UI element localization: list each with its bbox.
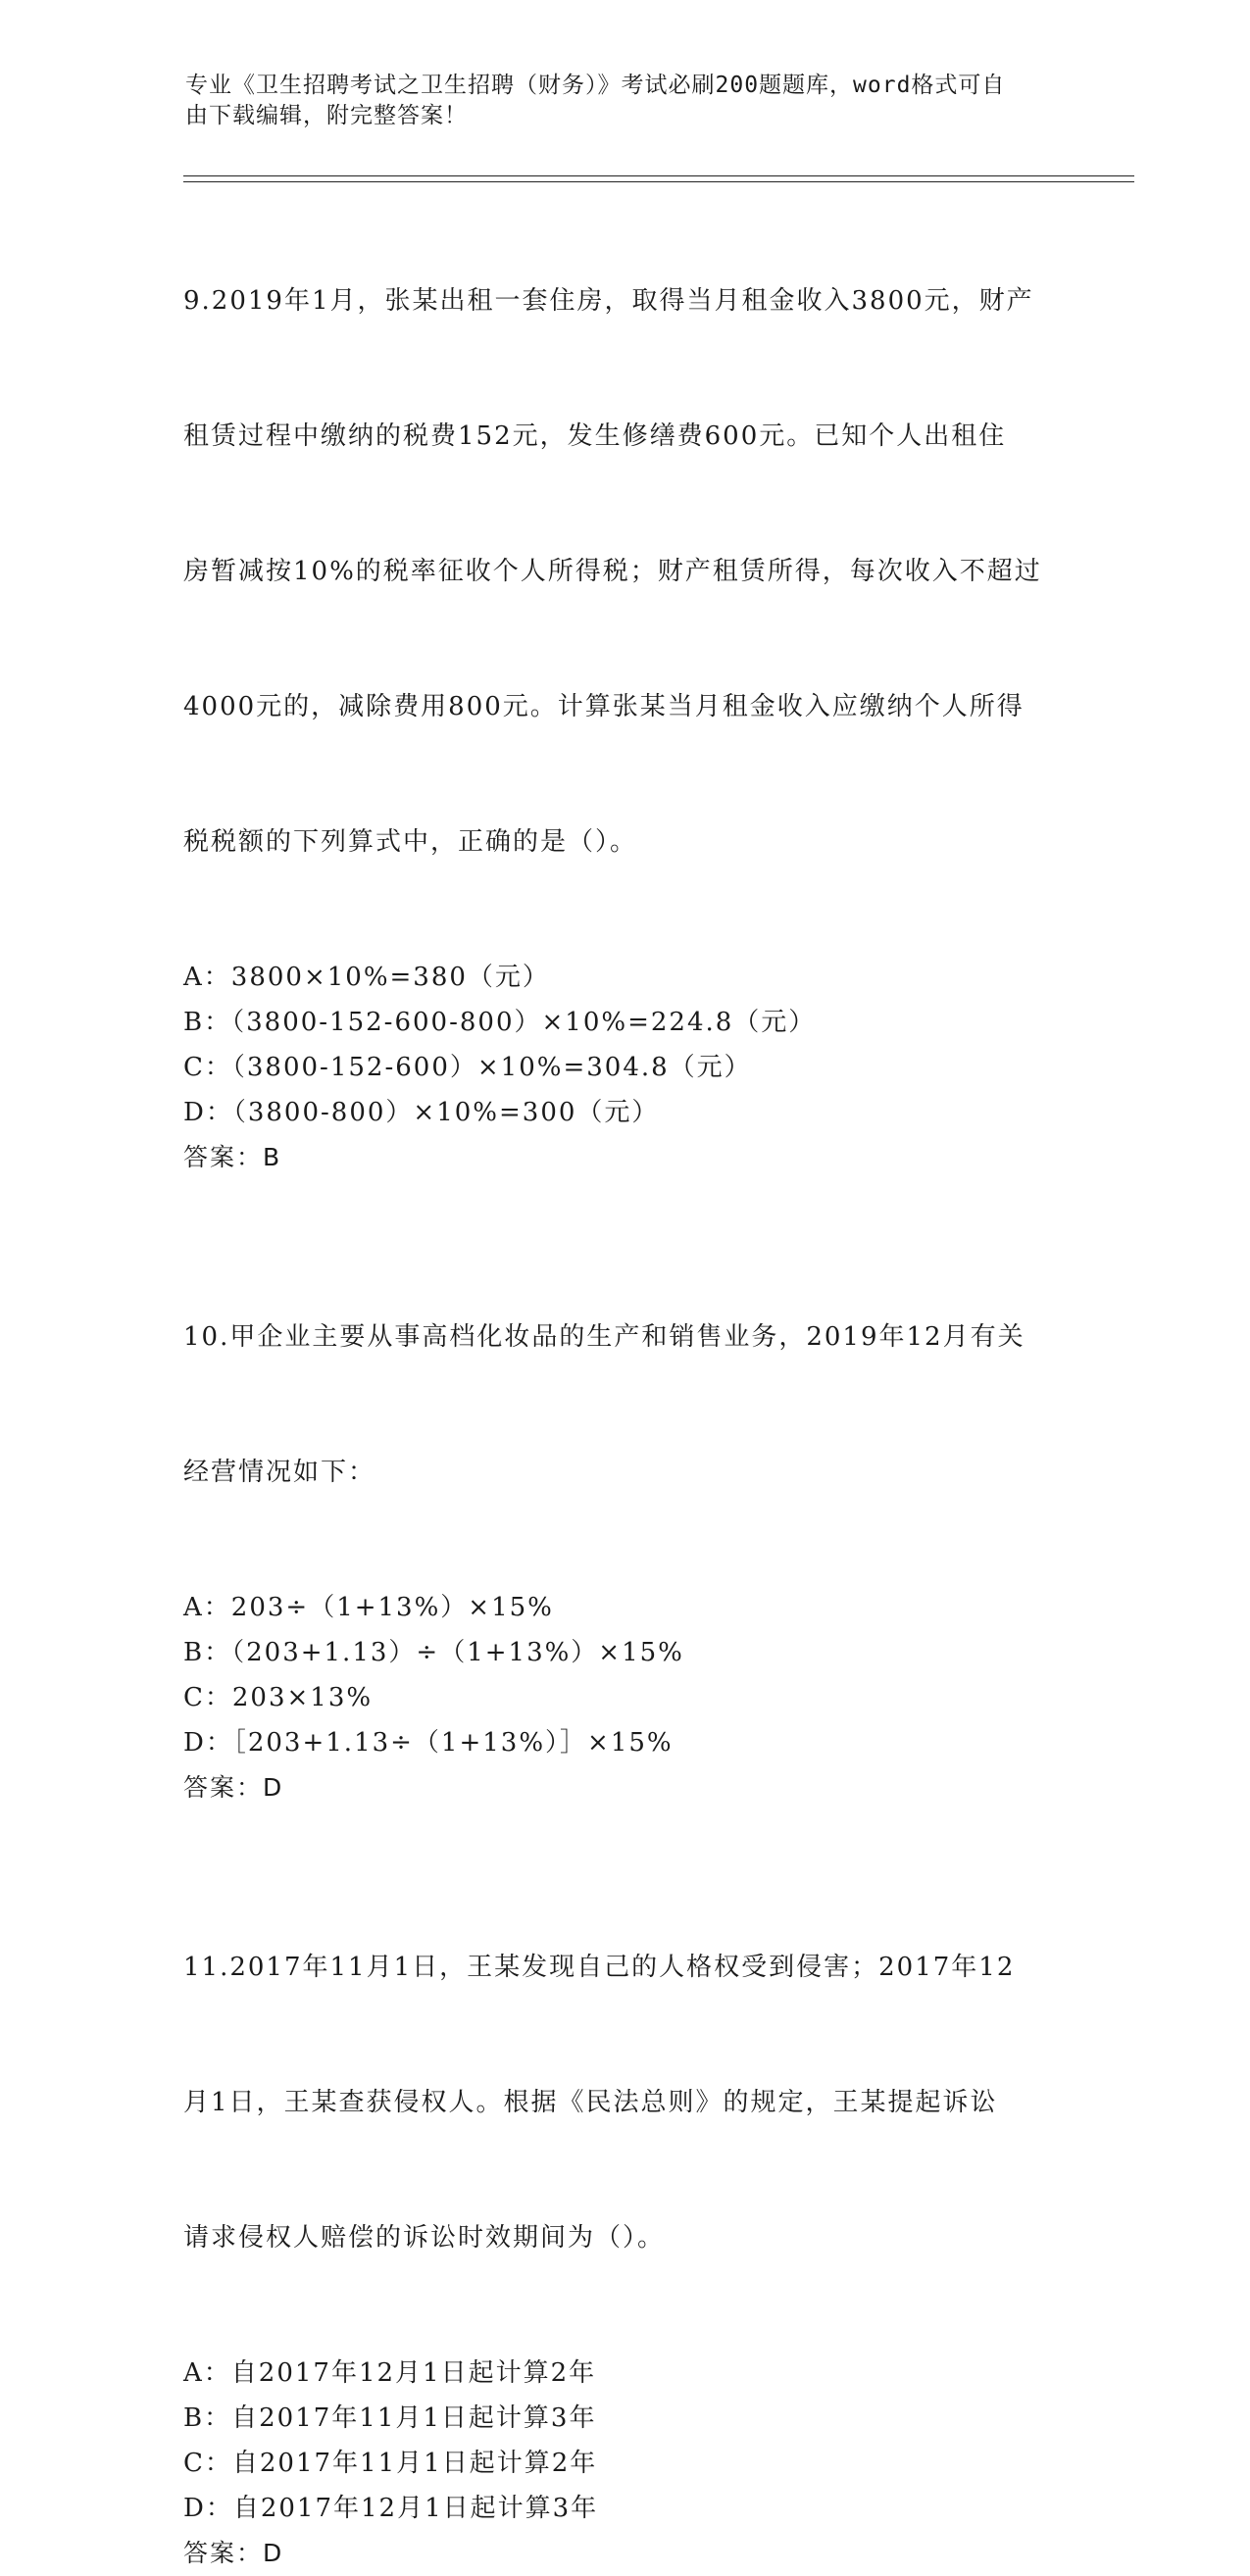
header-divider-bottom xyxy=(183,181,1134,182)
header-divider-top xyxy=(183,175,1134,176)
question-9 xyxy=(183,188,1066,1180)
question-line: 租赁过程中缴纳的税费152元，发生修缮费600元。已知个人出租住 xyxy=(183,421,1007,451)
document-header xyxy=(185,71,1048,131)
question-list xyxy=(183,188,1066,2576)
question-line: 请求侵权人赔偿的诉讼时效期间为（）。 xyxy=(183,2223,666,2253)
answer-label: 答案：D xyxy=(183,2539,284,2567)
option-c: C：自2017年11月1日起计算2年 xyxy=(183,2449,598,2478)
question-line: 房暂减按10%的税率征收个人所得税；财产租赁所得，每次收入不超过 xyxy=(183,557,1042,586)
question-text xyxy=(183,1855,1066,2351)
option-c: C：203×13% xyxy=(183,1683,374,1712)
option-b: B：自2017年11月1日起计算3年 xyxy=(183,2403,597,2433)
question-10 xyxy=(183,1224,1066,1810)
option-c: C：（3800-152-600）×10%=304.8（元） xyxy=(183,1053,752,1082)
question-11 xyxy=(183,1855,1066,2576)
option-d: D：自2017年12月1日起计算3年 xyxy=(183,2494,599,2523)
question-line: 10.甲企业主要从事高档化妆品的生产和销售业务，2019年12月有关 xyxy=(183,1322,1025,1352)
question-line: 4000元的，减除费用800元。计算张某当月租金收入应缴纳个人所得 xyxy=(183,692,1025,721)
answer-label: 答案：B xyxy=(183,1143,282,1171)
question-line: 11.2017年11月1日，王某发现自己的人格权受到侵害；2017年12 xyxy=(183,1953,1016,1982)
spacer xyxy=(183,1180,1066,1224)
question-line: 月1日，王某查获侵权人。根据《民法总则》的规定，王某提起诉讼 xyxy=(183,2088,998,2117)
question-line: 经营情况如下： xyxy=(183,1458,376,1487)
option-a: A：203÷（1+13%）×15% xyxy=(183,1593,554,1622)
option-d: D：［203+1.13÷（1+13%）］×15% xyxy=(183,1728,674,1758)
option-a: A：3800×10%=380（元） xyxy=(183,963,550,992)
answer-label: 答案：D xyxy=(183,1773,284,1802)
option-a: A：自2017年12月1日起计算2年 xyxy=(183,2358,597,2388)
header-line-2: 由下载编辑，附完整答案！ xyxy=(185,103,468,128)
option-d: D：（3800-800）×10%=300（元） xyxy=(183,1098,660,1127)
question-line: 9.2019年1月，张某出租一套住房，取得当月租金收入3800元，财产 xyxy=(183,286,1034,316)
question-line: 税税额的下列算式中，正确的是（）。 xyxy=(183,827,638,857)
header-line-1: 专业《卫生招聘考试之卫生招聘（财务）》考试必刷200题题库，word格式可自 xyxy=(185,73,1006,98)
option-b: B：（3800-152-600-800）×10%=224.8（元） xyxy=(183,1008,817,1037)
question-text xyxy=(183,1224,1066,1585)
option-b: B：（203+1.13）÷（1+13%）×15% xyxy=(183,1638,684,1667)
spacer xyxy=(183,1810,1066,1855)
question-text xyxy=(183,188,1066,955)
